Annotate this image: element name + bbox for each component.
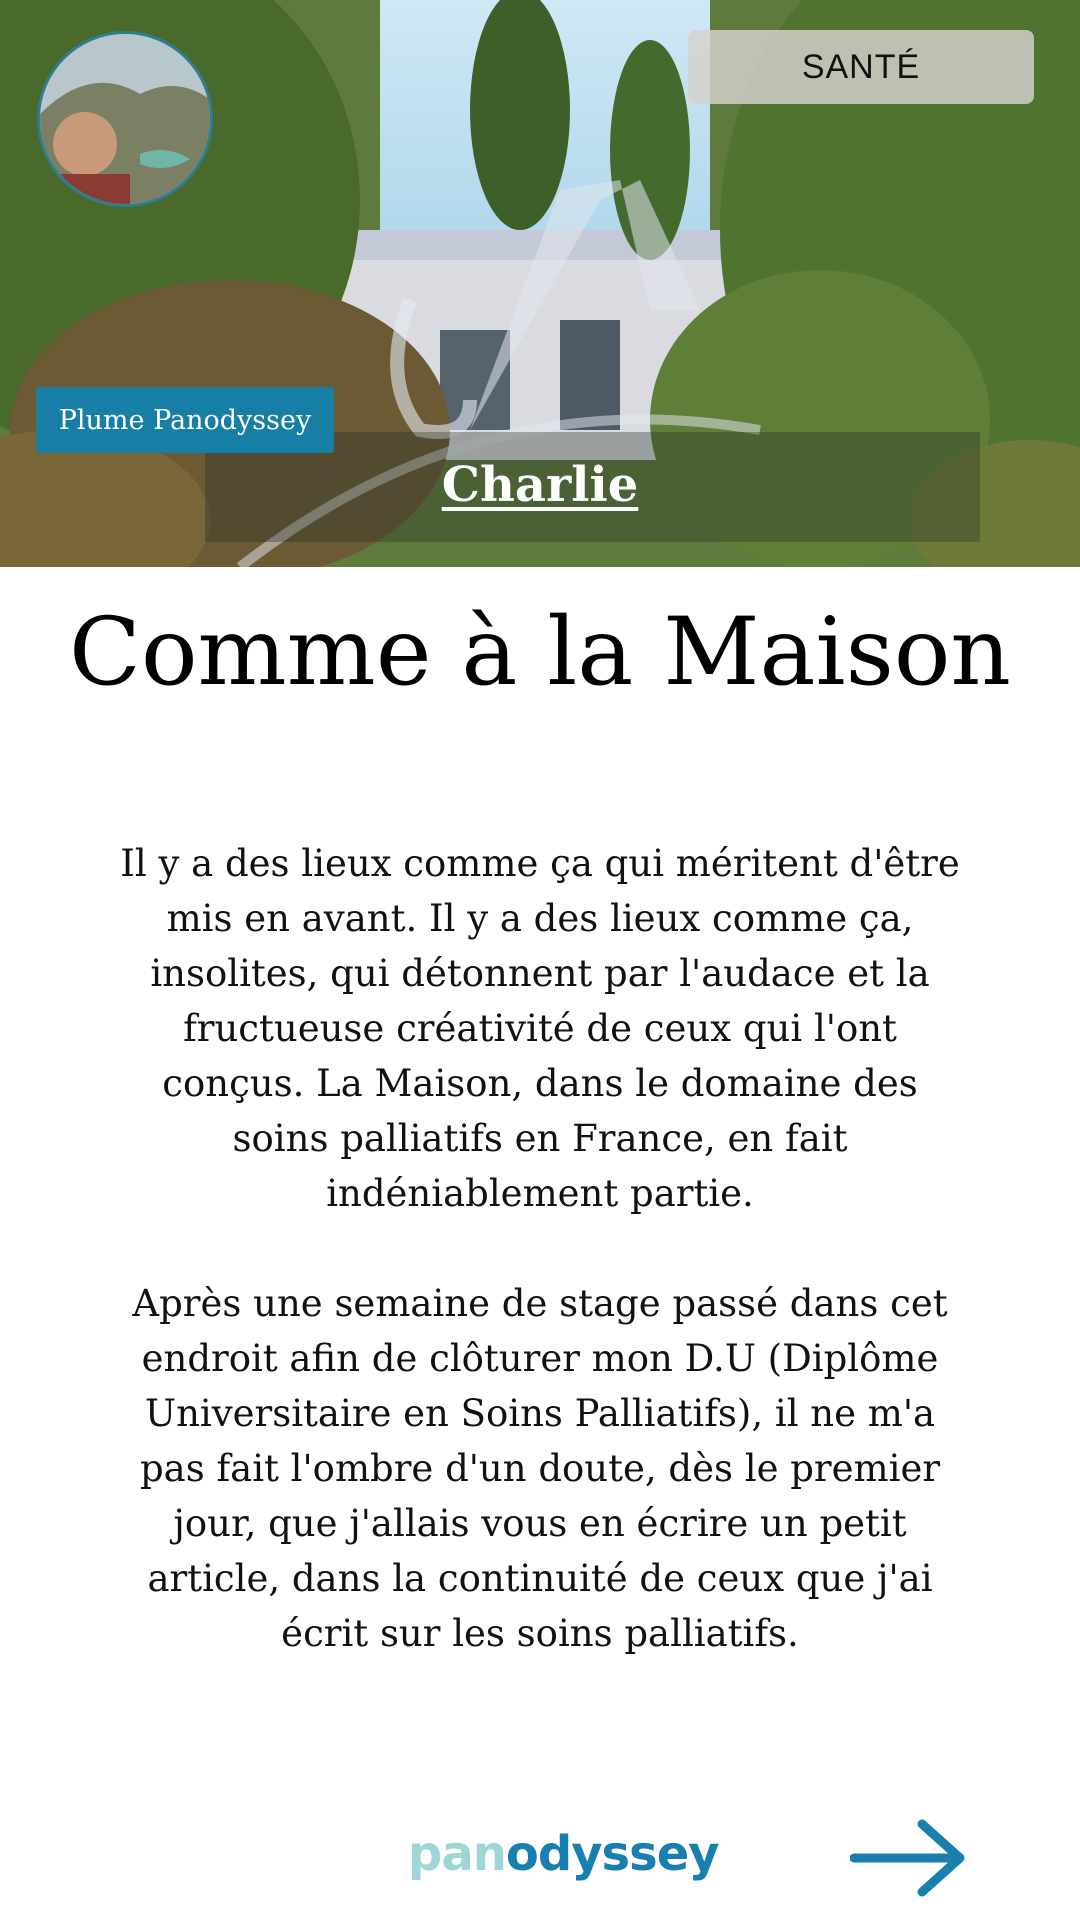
author-name[interactable]: Charlie bbox=[441, 457, 639, 513]
author-avatar[interactable] bbox=[37, 31, 213, 207]
article-paragraph: Après une semaine de stage passé dans cet endroit afin de clôturer mon D.U (Diplôme Universitaire en Soins Palliatifs), il ne m'a pas fait l'ombre d'un doute, dès le premier jour, que j'allais vous en écrire un petit article, dans la continuité de ceux que j'ai écrit sur les soins palliatifs. bbox=[132, 1282, 948, 1655]
hero-image bbox=[0, 0, 1080, 567]
arrow-right-icon bbox=[850, 1818, 970, 1898]
logo-part-odyssey: odyssey bbox=[505, 1826, 719, 1882]
article-body bbox=[110, 836, 970, 1716]
category-badge[interactable]: SANTÉ bbox=[688, 30, 1034, 104]
avatar-photo bbox=[40, 34, 213, 207]
next-button[interactable] bbox=[850, 1818, 970, 1898]
article-paragraph: Il y a des lieux comme ça qui méritent d'être mis en avant. Il y a des lieux comme ça, insolites, qui détonnent par l'audace et la fructueuse créativité de ceux qui l'ont conçus. La Maison, dans le domaine des soins palliatifs en France, en fait indéniablement partie. bbox=[120, 842, 960, 1215]
author-tag[interactable]: Plume Panodyssey bbox=[36, 387, 334, 453]
logo-part-pan: pan bbox=[408, 1826, 506, 1882]
panodyssey-logo[interactable] bbox=[408, 1826, 719, 1882]
page-title: Comme à la Maison bbox=[69, 598, 1011, 707]
